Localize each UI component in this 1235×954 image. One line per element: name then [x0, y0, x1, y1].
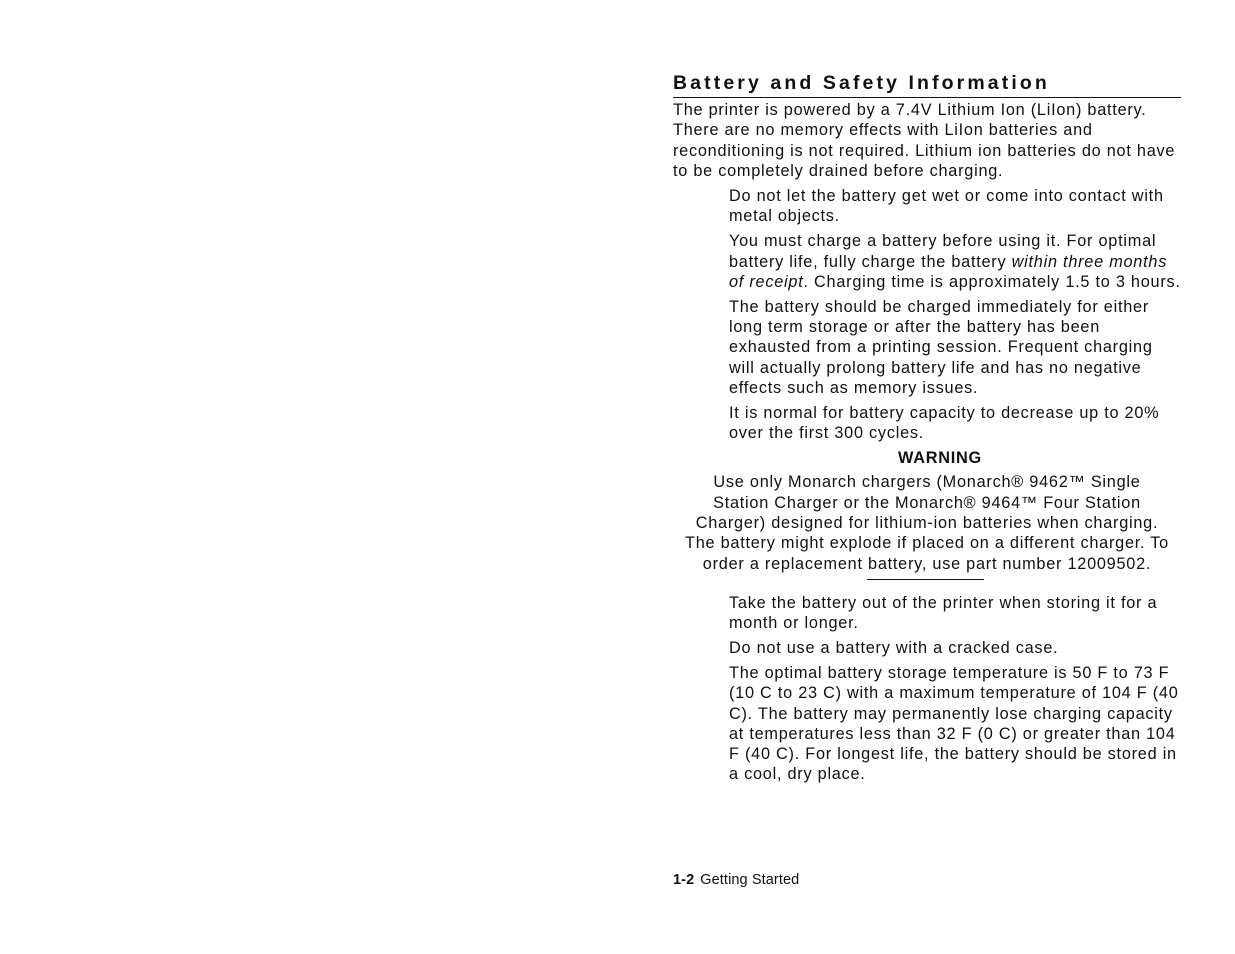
- list-item: Do not let the battery get wet or come into contact with metal objects.: [729, 187, 1164, 226]
- warning-title: WARNING: [898, 449, 982, 468]
- intro-paragraph: The printer is powered by a 7.4V Lithium Ion (LiIon) battery. There are no memory effects with LiIon batteries and reconditioning is not required. Lithium ion batteries do not have to be completely drained before charging.: [673, 101, 1176, 180]
- list-item: It is normal for battery capacity to decrease up to 20% over the first 300 cycles.: [729, 403, 1160, 443]
- page-content: [673, 70, 1181, 789]
- footer-section-name: Getting Started: [700, 872, 800, 888]
- battery-guidelines-list: [729, 186, 1181, 443]
- storage-guidelines-list: [729, 593, 1181, 785]
- charge-text-start: You must charge a battery before using it. For optimal battery life, fully charge the battery: [729, 232, 1157, 271]
- emphasis-text: within three months of receipt: [729, 252, 1168, 291]
- warning-text: Use only Monarch chargers (Monarch® 9462™ Single Station Charger or the Monarch® 9464™ Four Station Charger) designed for lithium-ion batteries when charging. The battery might explode if placed on a different charger. To order a replacement battery, use part number 12009502.: [685, 473, 1169, 573]
- charge-text-end: . Charging time is approximately 1.5 to 3 hours.: [803, 272, 1181, 291]
- list-item: [729, 231, 1181, 292]
- section-title: Battery and Safety Information: [673, 70, 1181, 98]
- page-footer: [673, 871, 799, 889]
- list-item: Do not use a battery with a cracked case.: [729, 639, 1059, 658]
- warning-divider: [867, 579, 984, 580]
- list-item: Take the battery out of the printer when storing it for a month or longer.: [729, 593, 1158, 633]
- page-number: 1-2: [673, 872, 695, 888]
- list-item: The battery should be charged immediately for either long term storage or after the battery has been exhausted from a printing session. Frequent charging will actually prolong battery life and has no negative effects such as memory issues.: [729, 297, 1153, 398]
- list-item: The optimal battery storage temperature is 50 F to 73 F (10 C to 23 C) with a maximum temperature of 104 F (40 C). The battery may permanently lose charging capacity at temperatures less than 32 F (0 C) or greater than 104 F (40 C). For longest life, the battery should be stored in a cool, dry place.: [729, 663, 1179, 784]
